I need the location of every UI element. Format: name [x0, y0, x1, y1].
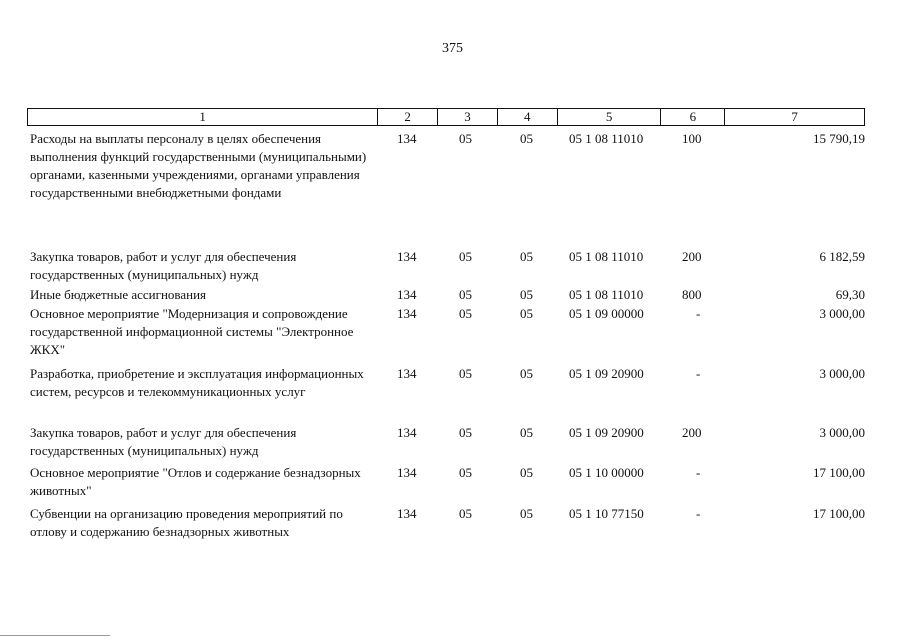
row-col-7: 17 100,00	[813, 506, 865, 521]
row-col-7: 69,30	[835, 287, 865, 302]
row-col-4: 05	[520, 306, 533, 321]
row-name: Основное мероприятие "Модернизация и сопровождение государственной информационной системы "Электронное ЖКХ"	[30, 306, 354, 357]
row-col-5: 05 1 08 11010	[569, 131, 644, 146]
row-col-2: 134	[397, 306, 417, 321]
row-name: Разработка, приобретение и эксплуатация информационных систем, ресурсов и телекоммуникационных услуг	[30, 366, 364, 399]
row-name: Иные бюджетные ассигнования	[30, 287, 207, 302]
row-col-5: 05 1 10 77150	[569, 506, 644, 521]
row-col-2: 134	[397, 131, 417, 146]
header-col-3: 3	[438, 109, 498, 125]
header-col-1: 1	[28, 109, 378, 125]
row-col-4: 05	[520, 465, 533, 480]
row-col-6: 800	[682, 287, 702, 302]
header-col-4: 4	[498, 109, 558, 125]
row-col-3: 05	[459, 465, 472, 480]
row-col-4: 05	[520, 287, 533, 302]
row-col-6: 100	[682, 131, 702, 146]
page-number: 375	[442, 41, 463, 56]
row-col-6: -	[696, 306, 701, 321]
row-col-5: 05 1 09 20900	[569, 366, 644, 381]
row-col-3: 05	[459, 287, 472, 302]
row-col-2: 134	[397, 249, 417, 264]
row-name: Расходы на выплаты персоналу в целях обеспечения выполнения функций государственными (муниципальными) органами, казенными учреждениями, органами управления государственными внебюджетными фондами	[30, 131, 367, 200]
row-col-2: 134	[397, 425, 417, 440]
row-col-5: 05 1 09 00000	[569, 306, 644, 321]
row-col-5: 05 1 08 11010	[569, 249, 644, 264]
row-col-4: 05	[520, 366, 533, 381]
row-col-4: 05	[520, 131, 533, 146]
row-col-2: 134	[397, 366, 417, 381]
footer-divider	[0, 635, 110, 636]
header-col-2: 2	[378, 109, 438, 125]
row-col-4: 05	[520, 425, 533, 440]
row-col-5: 05 1 09 20900	[569, 425, 644, 440]
row-name: Закупка товаров, работ и услуг для обеспечения государственных (муниципальных) нужд	[30, 425, 297, 458]
row-col-7: 15 790,19	[813, 131, 865, 146]
row-col-3: 05	[459, 366, 472, 381]
row-col-7: 3 000,00	[819, 366, 865, 381]
row-col-6: -	[696, 506, 701, 521]
header-col-5: 5	[558, 109, 662, 125]
row-col-6: 200	[682, 249, 702, 264]
row-col-3: 05	[459, 131, 472, 146]
row-col-3: 05	[459, 425, 472, 440]
row-col-5: 05 1 08 11010	[569, 287, 644, 302]
row-name: Субвенции на организацию проведения мероприятий по отлову и содержанию безнадзорных животных	[30, 506, 343, 539]
row-col-2: 134	[397, 465, 417, 480]
row-col-3: 05	[459, 249, 472, 264]
row-col-5: 05 1 10 00000	[569, 465, 644, 480]
row-col-3: 05	[459, 506, 472, 521]
row-name: Основное мероприятие "Отлов и содержание безнадзорных животных"	[30, 465, 361, 498]
header-col-6: 6	[661, 109, 725, 125]
row-col-2: 134	[397, 287, 417, 302]
row-col-4: 05	[520, 249, 533, 264]
row-col-7: 17 100,00	[813, 465, 865, 480]
row-col-7: 6 182,59	[819, 249, 865, 264]
row-col-6: 200	[682, 425, 702, 440]
row-name: Закупка товаров, работ и услуг для обеспечения государственных (муниципальных) нужд	[30, 249, 297, 282]
row-col-7: 3 000,00	[819, 425, 865, 440]
row-col-7: 3 000,00	[819, 306, 865, 321]
row-col-3: 05	[459, 306, 472, 321]
row-col-4: 05	[520, 506, 533, 521]
row-col-2: 134	[397, 506, 417, 521]
table-header	[27, 108, 865, 126]
row-col-6: -	[696, 366, 701, 381]
header-col-7: 7	[791, 109, 798, 124]
row-col-6: -	[696, 465, 701, 480]
